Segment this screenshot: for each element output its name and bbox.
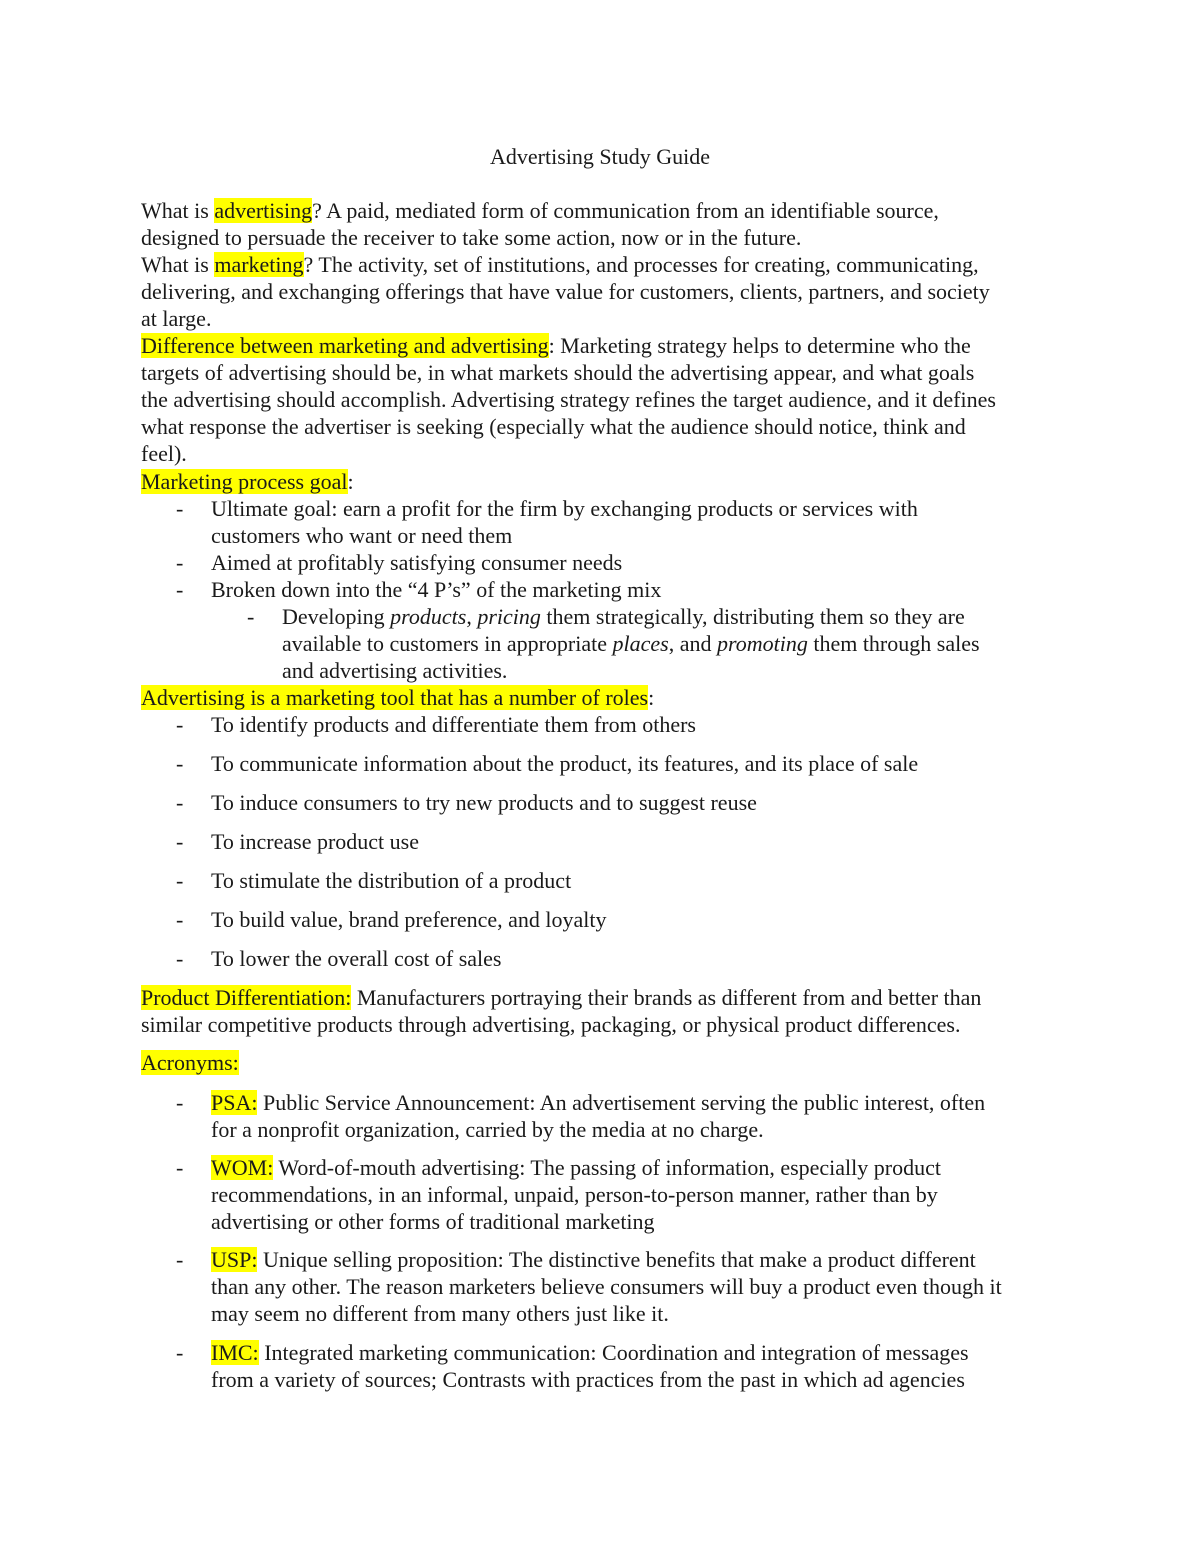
four-ps-line-1 <box>282 603 965 630</box>
four-ps-text-d: available to customers in appropriate <box>282 631 613 656</box>
difference-line-1 <box>141 332 971 359</box>
roles-term: Advertising is a marketing tool that has a number of roles <box>141 685 649 710</box>
psa-term: PSA: <box>211 1090 258 1115</box>
marketing-definition-line-2: delivering, and exchanging offerings that have value for customers, clients, partners, and society <box>141 279 990 304</box>
bullet-dash: - <box>176 907 184 932</box>
difference-line-4: what response the advertiser is seeking (especially what the audience should notice, think and <box>141 414 966 439</box>
process-goal-bullet-1-line-2: customers who want or need them <box>211 523 513 548</box>
bullet-dash: - <box>176 1340 184 1365</box>
four-ps-text-c: them strategically, distributing them so they are <box>540 604 965 629</box>
bullet-dash: - <box>176 790 184 815</box>
usp-line-2: than any other. The reason marketers believe consumers will buy a product even though it <box>211 1274 1002 1299</box>
page-title: Advertising Study Guide <box>490 144 710 169</box>
advertising-text: ? A paid, mediated form of communication from an identifiable source, <box>312 198 939 223</box>
psa-line-1 <box>211 1089 985 1116</box>
role-item: To communicate information about the product, its features, and its place of sale <box>211 751 919 776</box>
four-ps-places: places <box>612 631 669 656</box>
roles-colon: : <box>648 685 655 710</box>
wom-term: WOM: <box>211 1155 274 1180</box>
usp-term: USP: <box>211 1247 258 1272</box>
bullet-dash: - <box>176 496 184 521</box>
bullet-dash: - <box>176 1155 184 1180</box>
process-goal-bullet-3: Broken down into the “4 P’s” of the marketing mix <box>211 577 662 602</box>
advertising-prefix: What is <box>141 198 215 223</box>
process-goal-bullet-2: Aimed at profitably satisfying consumer needs <box>211 550 623 575</box>
bullet-dash: - <box>176 577 184 602</box>
wom-line-1 <box>211 1154 941 1181</box>
bullet-dash: - <box>176 550 184 575</box>
wom-line-3: advertising or other forms of traditional marketing <box>211 1209 655 1234</box>
roles-heading <box>141 684 654 711</box>
imc-term: IMC: <box>211 1340 259 1365</box>
marketing-definition-line-3: at large. <box>141 306 212 331</box>
process-goal-term: Marketing process goal <box>141 469 348 494</box>
role-item: To stimulate the distribution of a product <box>211 868 572 893</box>
bullet-dash: - <box>176 946 184 971</box>
bullet-dash: - <box>176 829 184 854</box>
process-goal-colon: : <box>347 469 354 494</box>
advertising-term: advertising <box>214 198 313 223</box>
role-item: To induce consumers to try new products and to suggest reuse <box>211 790 757 815</box>
process-goal-bullet-1-line-1: Ultimate goal: earn a profit for the firm by exchanging products or services with <box>211 496 918 521</box>
four-ps-text-b: , <box>466 604 478 629</box>
differentiation-line-2: similar competitive products through advertising, packaging, or physical product differences. <box>141 1012 961 1037</box>
four-ps-products: products <box>390 604 467 629</box>
sub-bullet-dash: - <box>247 604 255 629</box>
bullet-dash: - <box>176 751 184 776</box>
difference-line-5: feel). <box>141 441 187 466</box>
bullet-dash: - <box>176 1247 184 1272</box>
marketing-definition-line-1 <box>141 251 979 278</box>
role-item: To identify products and differentiate them from others <box>211 712 696 737</box>
imc-line-1 <box>211 1339 969 1366</box>
difference-line-3: the advertising should accomplish. Advertising strategy refines the target audience, and it defines <box>141 387 996 412</box>
differentiation-line-1 <box>141 984 981 1011</box>
four-ps-pricing: pricing <box>477 604 541 629</box>
bullet-dash: - <box>176 1090 184 1115</box>
differentiation-term: Product Differentiation: <box>141 985 352 1010</box>
marketing-term: marketing <box>214 252 304 277</box>
bullet-dash: - <box>176 868 184 893</box>
advertising-definition-line-1 <box>141 197 939 224</box>
marketing-prefix: What is <box>141 252 215 277</box>
four-ps-line-3: and advertising activities. <box>282 658 508 683</box>
four-ps-line-2 <box>282 630 980 657</box>
four-ps-text-e: , and <box>668 631 717 656</box>
difference-text: : Marketing strategy helps to determine who the <box>548 333 971 358</box>
difference-line-2: targets of advertising should be, in what markets should the advertising appear, and what goals <box>141 360 975 385</box>
imc-text: Integrated marketing communication: Coordination and integration of messages <box>258 1340 969 1365</box>
imc-line-2: from a variety of sources; Contrasts with practices from the past in which ad agencies <box>211 1367 965 1392</box>
psa-text: Public Service Announcement: An advertisement serving the public interest, often <box>257 1090 986 1115</box>
acronyms-heading <box>141 1049 239 1076</box>
wom-text: Word-of-mouth advertising: The passing of information, especially product <box>273 1155 941 1180</box>
process-goal-heading <box>141 468 354 495</box>
differentiation-text: Manufacturers portraying their brands as different from and better than <box>351 985 982 1010</box>
four-ps-text-f: them through sales <box>807 631 980 656</box>
advertising-definition-line-2: designed to persuade the receiver to take some action, now or in the future. <box>141 225 802 250</box>
usp-text: Unique selling proposition: The distinctive benefits that make a product different <box>257 1247 976 1272</box>
role-item: To increase product use <box>211 829 419 854</box>
usp-line-3: may seem no different from many others just like it. <box>211 1301 669 1326</box>
role-item: To build value, brand preference, and loyalty <box>211 907 607 932</box>
difference-term: Difference between marketing and advertising <box>141 333 549 358</box>
four-ps-promoting: promoting <box>716 631 808 656</box>
bullet-dash: - <box>176 712 184 737</box>
wom-line-2: recommendations, in an informal, unpaid, person-to-person manner, rather than by <box>211 1182 938 1207</box>
four-ps-text-a: Developing <box>282 604 391 629</box>
usp-line-1 <box>211 1246 976 1273</box>
marketing-text: ? The activity, set of institutions, and processes for creating, communicating, <box>303 252 979 277</box>
role-item: To lower the overall cost of sales <box>211 946 502 971</box>
psa-line-2: for a nonprofit organization, carried by the media at no charge. <box>211 1117 764 1142</box>
acronyms-term: Acronyms: <box>141 1050 239 1075</box>
